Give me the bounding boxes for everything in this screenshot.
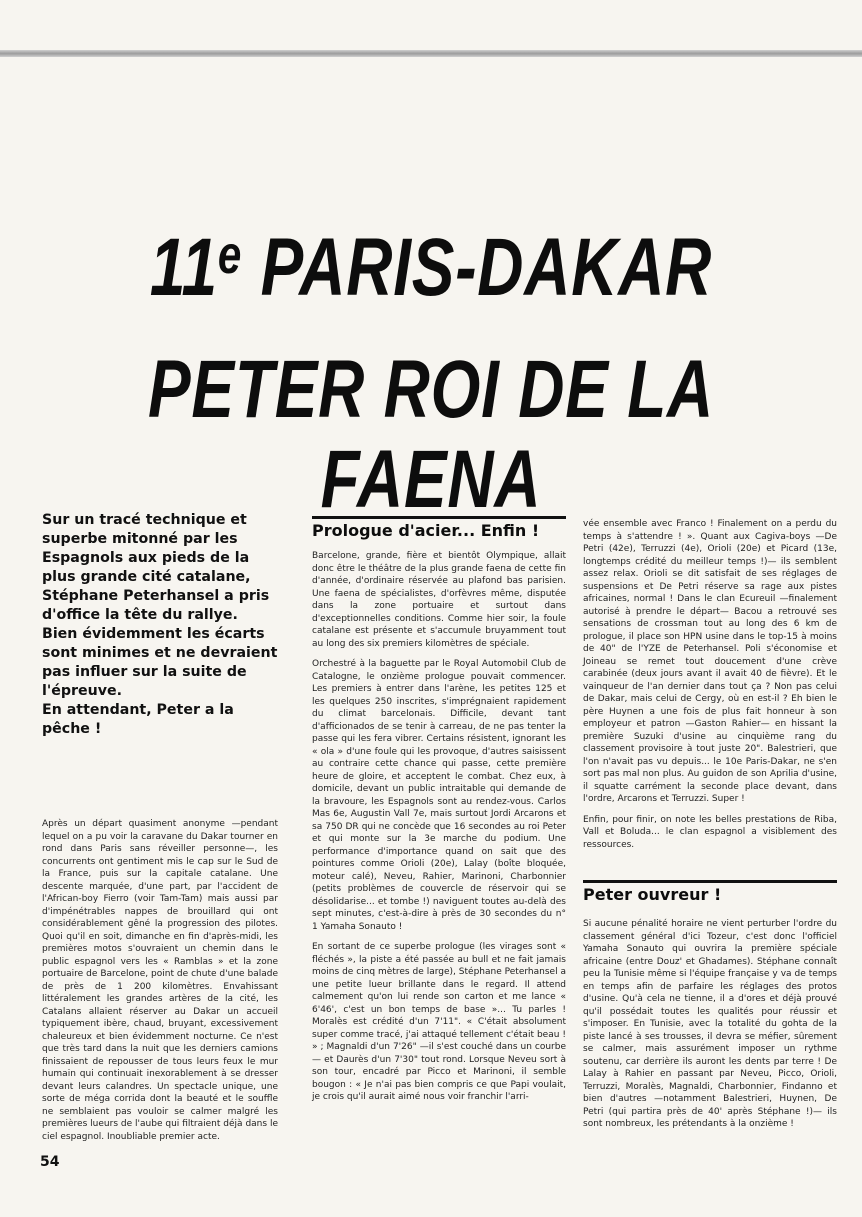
- headline-line-2: PETER ROI DE LA FAENA: [147, 344, 715, 525]
- lead-text: Sur un tracé technique et superbe mitonné par les Espagnols aux pieds de la plus grande cité catalane, Stéphane Peterhansel a pris d'office la tête du rallye. Bien évidemment les écarts sont minimes et ne devraient pas influer sur la suite de l'épreuve.: [42, 512, 278, 699]
- headline-number: 11: [149, 222, 218, 313]
- body-paragraph: Barcelone, grande, fière et bientôt Olympique, allait donc être le théâtre de la plus grande faena de cette fin d'année, d'ordinaire réservée au plafond bas parisien. Une faena de spécialistes, d'orfèvres même, disputée dans la zone portuaire et surtout dans d'exceptionnelles conditions. Comme hier soir, la foule catalane est présente et s'accumule bruyamment tout au long des six premiers kilomètres de spéciale.: [312, 551, 566, 649]
- body-paragraph: Après un départ quasiment anonyme —pendant lequel on a pu voir la caravane du Dakar tourner en rond dans Paris sans réveiller personne—, les concurrents ont gentiment mis le cap sur le Sud de la France, puis sur la capitale catalane. Une descente marquée, d'une part, par l'accident de l'African-boy Fierro (voir Tam-Tam) mais aussi par d'impénétrables nappes de brouillard qui ont considérablement gêné la progression des pilotes. Quoi qu'il en soit, dimanche en fin d'après-midi, les premières motos s'ouvraient un chemin dans le public espagnol vers les « Ramblas » et la zone portuaire de Barcelone, point de chute d'une balade de près de 1 200 kilomètres. Envahissant littéralement les grandes artères de la cité, les Catalans allaient réserver au Dakar un accueil typiquement ibère, chaud, bruyant, excessivement chaleureux et bien évidemment nocturne. Ce n'est que très tard dans la nuit que les derniers camions finissaient de repousser de tous leurs feux le mur humain qui continuait inexorablement à se dresser devant leurs calandres. Un spectacle unique, une sorte de méga corrida dont la beauté et le souffle ne semblaient pas vouloir se calmer malgré les premières lueurs de l'aube qui filtraient déjà dans le ciel espagnol. Inoubliable premier acte.: [42, 819, 278, 1142]
- lead-kicker: En attendant, Peter a la pêche !: [42, 702, 234, 737]
- body-paragraph: vée ensemble avec Franco ! Finalement on a perdu du temps à s'attendre ! ». Quant aux Cagiva-boys —De Petri (42e), Terruzzi (4e), Orioli (20e) et Picard (13e, longtemps crédité du meilleur temps !)— ils semblent assez relax. Orioli se dit satisfait de ses réglages de suspensions et De Petri réserve sa rage aux pistes africaines, normal ! Dans le clan Ecureuil —finalement autorisé à prendre le départ— Bacou a retrouvé ses sensations de crossman tout au long des 6 km de prologue, il place son HPN usine dans le top-15 à moins de 40" de l'YZE de Peterhansel. Poli s'économise et Joineau se remet tout doucement d'une crève carabinée (deux jours avant il avait 40 de fièvre). Et le vainqueur de l'an dernier dans tout ça ? Non pas celui de Dakar, mais celui de Cergy, où en est-il ? Eh bien le père Huynen a une fois de plus fait honneur à son employeur et patron —Gaston Rahier— en hissant la première Suzuki d'usine au cinquième rang du classement provisoire à tout juste 20". Balestrieri, que l'on n'avait pas vu depuis... le 10e Paris-Dakar, ne s'en sort pas mal non plus. Au guidon de son Aprilia d'usine, il squatte carrément la seconde place devant, dans l'ordre, Arcarons et Terruzzi. Super !: [583, 519, 837, 804]
- body-paragraph: En sortant de ce superbe prologue (les virages sont « fléchés », la piste a été passée au bull et ne fait jamais moins de cinq mètres de large), Stéphane Peterhansel a une petite lueur brillante dans le regard. Il attend calmement qu'on lui rende son carton et me lance « 6'46', c'est un bon temps de base »... Tu parles ! Moralès est crédité d'un 7'11". « C'était absolument super comme tracé, j'ai attaqué tellement c'était beau ! » ; Magnaldi d'un 7'26" —il s'est couché dans un courbe— et Daurès d'un 7'30" tout rond. Lorsque Neveu sort à son tour, encadré par Picco et Marinoni, il semble bougon : « Je n'ai pas bien compris ce que Papi voulait, je crois qu'il aurait aimé nous voir franchir l'arri-: [312, 942, 566, 1102]
- column-3: [583, 518, 837, 859]
- body-paragraph: Enfin, pour finir, on note les belles prestations de Riba, Vall et Boluda... le clan espagnol a visiblement des ressources.: [583, 814, 837, 850]
- subhead-peter-ouvreur: Peter ouvreur !: [583, 880, 837, 908]
- lead-paragraph: [42, 511, 278, 739]
- headline-ordinal: e: [217, 225, 243, 285]
- subhead-prologue: Prologue d'acier... Enfin !: [312, 516, 566, 544]
- headline-event: PARIS-DAKAR: [242, 222, 713, 313]
- column-3-continued: [583, 918, 837, 1139]
- body-paragraph: Orchestré à la baguette par le Royal Automobil Club de Catalogne, le onzième prologue pouvait commencer. Les premiers à entrer dans l'arène, les petites 125 et les quelques 250 inscrites, s'imprégnaient rapidement du climat barcelonais. Difficile, devant tant d'afficionados de se tenir à carreau, de ne pas tenter la passe qui les fera vibrer. Certains résistent, ignorant les « ola » d'une foule qui les provoque, d'autres saisissent au contraire cette chance qui passe, cette première heure de gloire, et acceptent le combat. Chez eux, à domicile, devant un public intraitable qui demande de la bravoure, les Espagnols sont au rendez-vous. Carlos Mas 6e, Augustin Vall 7e, mais surtout Jordi Arcarons et sa 750 DR qui ne concède que 16 secondes au roi Peter et qui monte sur la 3e marche du podium. Une performance d'importance quand on sait que des pointures comme Orioli (20e), Lalay (boîte bloquée, moteur calé), Neveu, Rahier, Marinoni, Charbonnier (petits problèmes de couvercle de réservoir qui se désolidarise... et tombe !) naviguent toutes au-delà des sept minutes, c'est-à-dire à près de 30 secondes du n° 1 Yamaha Sonauto !: [312, 659, 566, 932]
- body-paragraph: Si aucune pénalité horaire ne vient perturber l'ordre du classement général d'ici Tozeur, c'est donc l'officiel Yamaha Sonauto qui ouvrira la première spéciale africaine (entre Douz' et Ghadames). Stéphane connaît peu la Tunisie même si l'équipe française y va de temps en temps afin de parfaire les réglages des protos d'usine. Qu'à cela ne tienne, il a d'ores et déjà prouvé qu'il possédait toutes les qualités pour réussir et s'imposer. En Tunisie, avec la totalité du gohta de la piste lancé à ses trousses, il devra se méfier, sûrement se calmer, mais assurément imposer un rythme soutenu, car derrière ils auront les dents par terre ! De Lalay à Rahier en passant par Neveu, Picco, Orioli, Terruzzi, Moralès, Magnaldi, Charbonnier, Findanno et bien d'autres —notamment Balestrieri, Huynen, De Petri (qui partira près de 40' après Stéphane !)— ils sont nombreux, les prétendants à la onzième !: [583, 919, 837, 1129]
- page-number: 54: [40, 1154, 60, 1170]
- top-rule: [0, 50, 862, 57]
- headline-line-1: [95, 210, 767, 313]
- column-1: [42, 818, 278, 1151]
- column-2: [312, 550, 566, 1112]
